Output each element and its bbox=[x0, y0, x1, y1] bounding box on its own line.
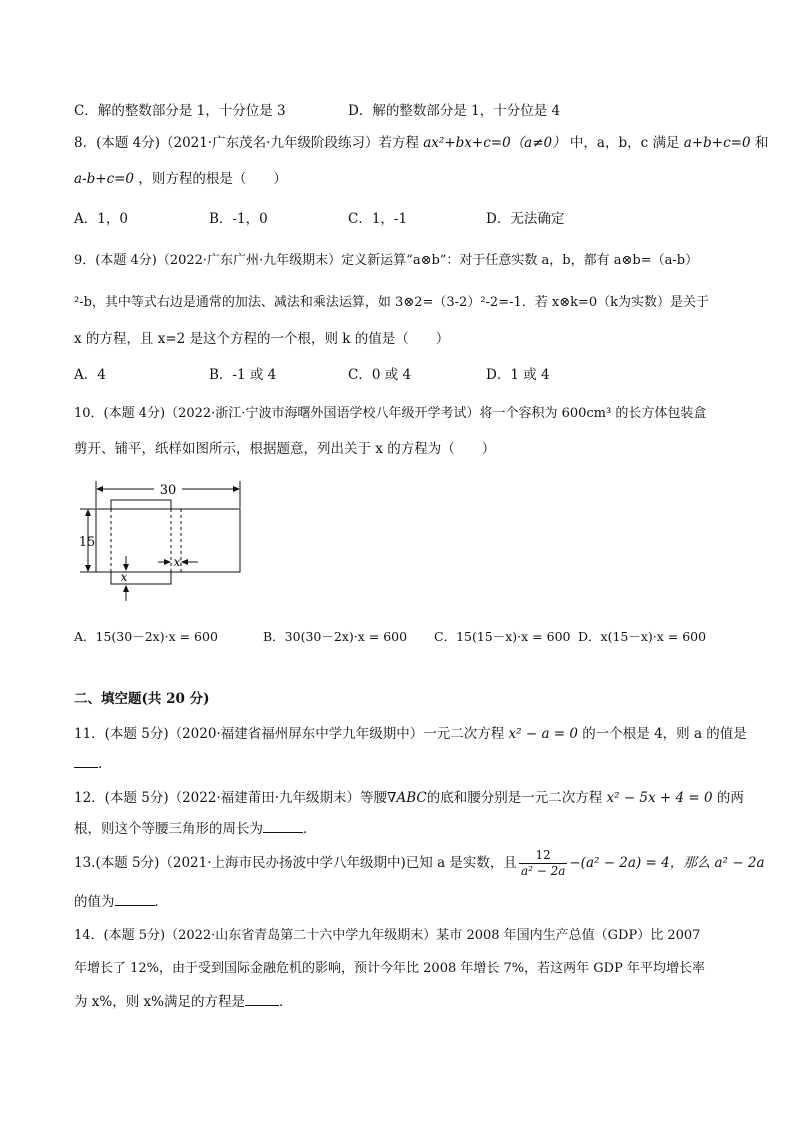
q11-stem-line2 bbox=[74, 755, 112, 773]
q14-stem-line1: 14．(本题 5分)（2022·山东省青岛第二十六中学九年级期末）某市 2008 年国内生产总值（GDP）比 2007 bbox=[74, 928, 701, 943]
arrow-right-head bbox=[233, 486, 240, 492]
q11-prefix: 11．(本题 5分)（2020·福建省福州屏东中学九年级期中）一元二次方程 bbox=[74, 726, 505, 742]
q10-stem-line2: 剪开、铺平，纸样如图所示，根据题意，列出关于 x 的方程为（ ） bbox=[74, 441, 496, 457]
x-arrow-2-head bbox=[123, 585, 129, 592]
q12-equation: x² − 5x + 4 = 0 bbox=[606, 790, 713, 806]
q11-equation: x² − a = 0 bbox=[508, 726, 578, 742]
q9-stem-line1: 9．(本题 4分)（2022·广东广州·九年级期末）定义新运算“a⊗b”：对于任意实数 a，b，都有 a⊗b=（a-b） bbox=[74, 253, 699, 268]
q10-option-c: C．15(15－x)·x = 600 bbox=[434, 629, 571, 644]
x-arrow-3-head bbox=[164, 559, 171, 565]
q9-option-c: C．0 或 4 bbox=[348, 367, 412, 383]
q8-condition-1: a+b+c=0 bbox=[683, 135, 751, 151]
q12-triangle: ∇ABC bbox=[387, 790, 427, 806]
q8-mid: 中，a，b，c 满足 bbox=[569, 135, 680, 151]
q8-stem-line2 bbox=[74, 170, 287, 188]
q11-answer-blank[interactable] bbox=[74, 755, 98, 768]
q10-option-d: D．x(15－x)·x = 600 bbox=[578, 629, 707, 644]
q8-option-c: C．1，-1 bbox=[348, 211, 408, 227]
q8-equation: ax²+bx+c=0（a≠0） bbox=[423, 135, 566, 151]
q8-tail: ，则方程的根是（ ） bbox=[138, 171, 287, 187]
q12-prefix: 12．(本题 5分)（2022·福建莆田·九年级期末）等腰 bbox=[74, 790, 388, 806]
q10-option-a: A．15(30－2x)·x = 600 bbox=[74, 629, 218, 644]
q12-line2: 根，则这个等腰三角形的周长为 bbox=[74, 821, 263, 837]
q9-option-b: B．-1 或 4 bbox=[209, 367, 277, 383]
q12-answer-blank[interactable] bbox=[263, 820, 303, 833]
q11-stem-line1 bbox=[74, 725, 747, 743]
q13-fraction-numerator: 12 bbox=[519, 848, 567, 864]
q13-fraction-denominator: a² − 2a bbox=[520, 864, 566, 878]
q12-stem-line2 bbox=[74, 820, 317, 838]
q14-line3: 为 x%，则 x%满足的方程是 bbox=[74, 994, 245, 1010]
q13-prefix: 13.(本题 5分)（2021·上海市民办扬波中学八年级期中)已知 a 是实数，且 bbox=[74, 855, 517, 871]
q13-end: ． bbox=[154, 894, 168, 910]
label-height-15: 15 bbox=[78, 535, 96, 550]
q9-stem-line2: ²-b，其中等式右边是通常的加法、减法和乘法运算，如 3⊗2=（3-2）²-2=-1．若 x⊗k=0（k为实数）是关于 bbox=[74, 295, 710, 310]
q8-option-a: A．1，0 bbox=[74, 211, 128, 227]
label-x-bottom: x bbox=[120, 570, 128, 584]
q14-stem-line3 bbox=[74, 993, 292, 1011]
q14-answer-blank[interactable] bbox=[245, 993, 279, 1006]
q10-box-net-figure bbox=[70, 478, 250, 608]
q8-option-b: B．-1，0 bbox=[209, 211, 268, 227]
q7-option-d: D．解的整数部分是 1，十分位是 4 bbox=[348, 103, 561, 119]
q8-and: 和 bbox=[754, 135, 769, 151]
q13-stem-line2 bbox=[74, 893, 168, 911]
section-title-fill-in: 二、填空题(共 20 分) bbox=[74, 691, 210, 707]
q12-stem-line1 bbox=[74, 789, 744, 807]
q10-stem-line1: 10．(本题 4分)（2022·浙江·宁波市海曙外国语学校八年级开学考试）将一个容积为 600cm³ 的长方体包装盒 bbox=[74, 406, 707, 421]
q13-stem-line1 bbox=[74, 846, 765, 880]
q13-fraction bbox=[519, 848, 567, 879]
net-top-flap bbox=[111, 500, 171, 509]
q10-option-b: B．30(30－2x)·x = 600 bbox=[263, 629, 408, 644]
q7-option-c: C．解的整数部分是 1，十分位是 3 bbox=[74, 103, 286, 119]
q12-mid: 的底和腰分别是一元二次方程 bbox=[426, 790, 603, 806]
arrow-left-head bbox=[96, 486, 103, 492]
q8-stem-line1 bbox=[74, 134, 768, 152]
q14-stem-line2: 年增长了 12%，由于受到国际金融危机的影响，预计今年比 2008 年增长 7%，若这两年 GDP 年平均增长率 bbox=[74, 961, 705, 976]
q13-tail: ，那么 a² − 2a bbox=[669, 855, 765, 871]
arrow-up-head bbox=[85, 509, 91, 516]
q12-tail: 的两 bbox=[716, 790, 744, 806]
q13-rest: −(a² − 2a) = 4 bbox=[569, 855, 670, 871]
label-x-side: x bbox=[173, 555, 181, 569]
q9-option-d: D．1 或 4 bbox=[486, 367, 550, 383]
x-arrow-4-head bbox=[181, 559, 188, 565]
q8-option-d: D．无法确定 bbox=[486, 211, 565, 227]
q11-end: ． bbox=[98, 756, 112, 772]
q12-end: ． bbox=[303, 821, 317, 837]
q8-prefix: 8．(本题 4分)（2021·广东茂名·九年级阶段练习）若方程 bbox=[74, 135, 419, 151]
q9-option-a: A．4 bbox=[74, 367, 106, 383]
q13-line2: 的值为 bbox=[74, 894, 115, 910]
q11-tail: 的一个根是 4，则 a 的值是 bbox=[582, 726, 747, 742]
label-width-30: 30 bbox=[159, 483, 177, 498]
q8-condition-2: a-b+c=0 bbox=[74, 171, 135, 187]
arrow-down-head bbox=[85, 565, 91, 572]
q9-stem-line3: x 的方程，且 x=2 是这个方程的一个根，则 k 的值是（ ） bbox=[74, 331, 450, 347]
q14-end: ． bbox=[278, 994, 293, 1010]
q13-answer-blank[interactable] bbox=[115, 893, 155, 906]
